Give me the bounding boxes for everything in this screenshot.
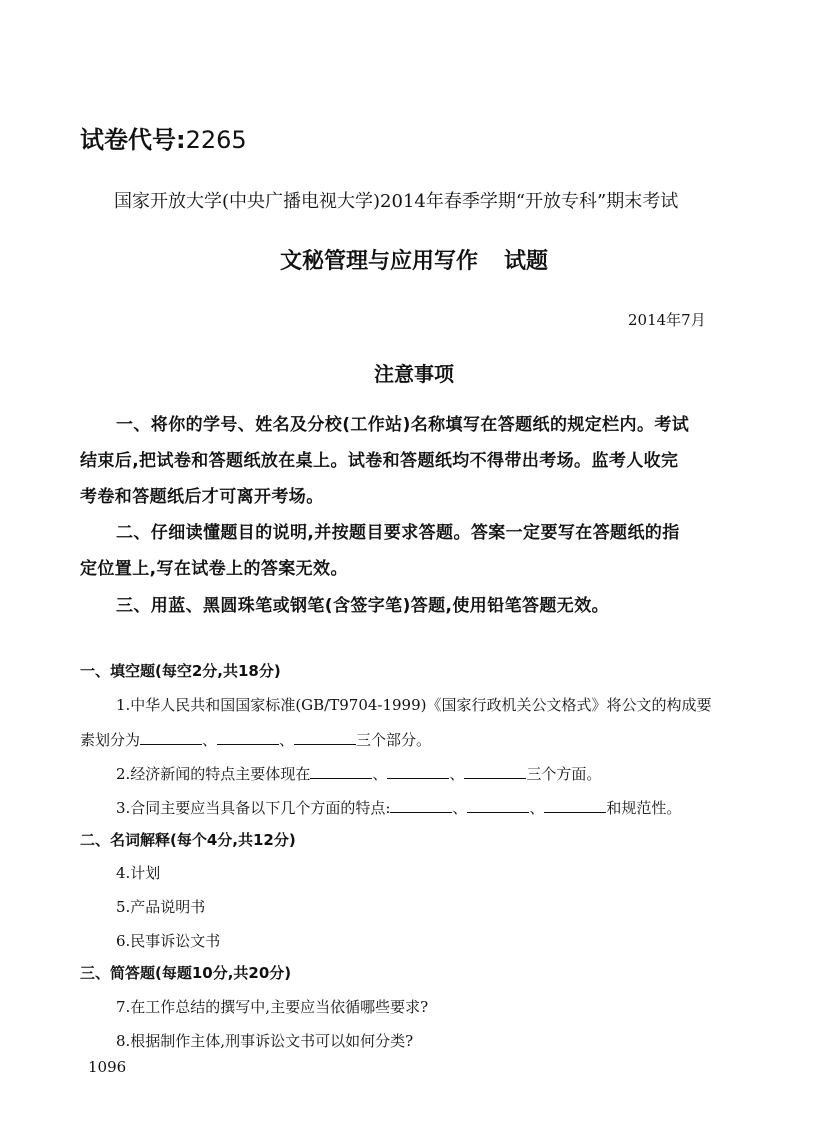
answer-blank	[544, 798, 606, 813]
question-5: 5.产品说明书	[116, 898, 206, 916]
answer-blank	[294, 730, 356, 745]
q1-suffix: 三个部分。	[356, 731, 432, 749]
q2-prefix: 2.经济新闻的特点主要体现在	[116, 765, 311, 783]
notice-p1-line2: 结束后,把试卷和答题纸放在桌上。试卷和答题纸均不得带出考场。监考人收完	[80, 451, 679, 471]
exam-name: 国家开放大学(中央广播电视大学)2014年春季学期“开放专科”期末考试	[114, 191, 679, 212]
page-number: 1096	[88, 1058, 127, 1076]
question-4: 4.计划	[116, 864, 161, 882]
section3-heading: 三、简答题(每题10分,共20分)	[80, 964, 292, 982]
answer-blank	[464, 764, 526, 779]
separator: 、	[452, 799, 468, 817]
question-3	[116, 797, 681, 818]
section2-heading: 二、名词解释(每个4分,共12分)	[80, 831, 296, 849]
answer-blank	[310, 764, 372, 779]
notice-p2-line1: 二、仔细读懂题目的说明,并按题目要求答题。答案一定要写在答题纸的指	[116, 523, 680, 543]
separator: 、	[529, 799, 545, 817]
exam-code	[80, 120, 247, 155]
exam-title	[0, 244, 828, 275]
answer-blank	[217, 730, 279, 745]
separator: 、	[449, 765, 465, 783]
section1-heading: 一、填空题(每空2分,共18分)	[80, 662, 281, 680]
subject-name: 文秘管理与应用写作	[279, 249, 478, 274]
question-2	[116, 763, 601, 784]
subject-suffix: 试题	[504, 249, 549, 274]
q3-prefix: 3.合同主要应当具备以下几个方面的特点:	[116, 799, 391, 817]
notice-title: 注意事项	[374, 362, 454, 386]
separator: 、	[202, 731, 218, 749]
q3-suffix: 和规范性。	[606, 799, 682, 817]
answer-blank	[467, 798, 529, 813]
question-1-line2	[80, 729, 431, 750]
notice-p1-line1: 一、将你的学号、姓名及分校(工作站)名称填写在答题纸的规定栏内。考试	[116, 415, 690, 435]
question-7: 7.在工作总结的撰写中,主要应当依循哪些要求?	[116, 998, 429, 1016]
question-1-line1: 1.中华人民共和国国家标准(GB/T9704-1999)《国家行政机关公文格式》将公文的构成要	[116, 696, 712, 714]
answer-blank	[390, 798, 452, 813]
answer-blank	[387, 764, 449, 779]
q2-suffix: 三个方面。	[526, 765, 602, 783]
exam-code-label: 试卷代号:	[80, 126, 186, 154]
exam-code-number: 2265	[185, 126, 247, 154]
notice-p1-line3: 考卷和答题纸后才可离开考场。	[80, 487, 324, 507]
question-8: 8.根据制作主体,刑事诉讼文书可以如何分类?	[116, 1032, 414, 1050]
separator: 、	[279, 731, 295, 749]
question-6: 6.民事诉讼文书	[116, 932, 221, 950]
answer-blank	[140, 730, 202, 745]
separator: 、	[372, 765, 388, 783]
notice-p3-line1: 三、用蓝、黑圆珠笔或钢笔(含签字笔)答题,使用铅笔答题无效。	[116, 596, 609, 616]
exam-date: 2014年7月	[628, 311, 706, 329]
notice-p2-line2: 定位置上,写在试卷上的答案无效。	[80, 559, 348, 579]
q1-prefix: 素划分为	[80, 731, 141, 749]
